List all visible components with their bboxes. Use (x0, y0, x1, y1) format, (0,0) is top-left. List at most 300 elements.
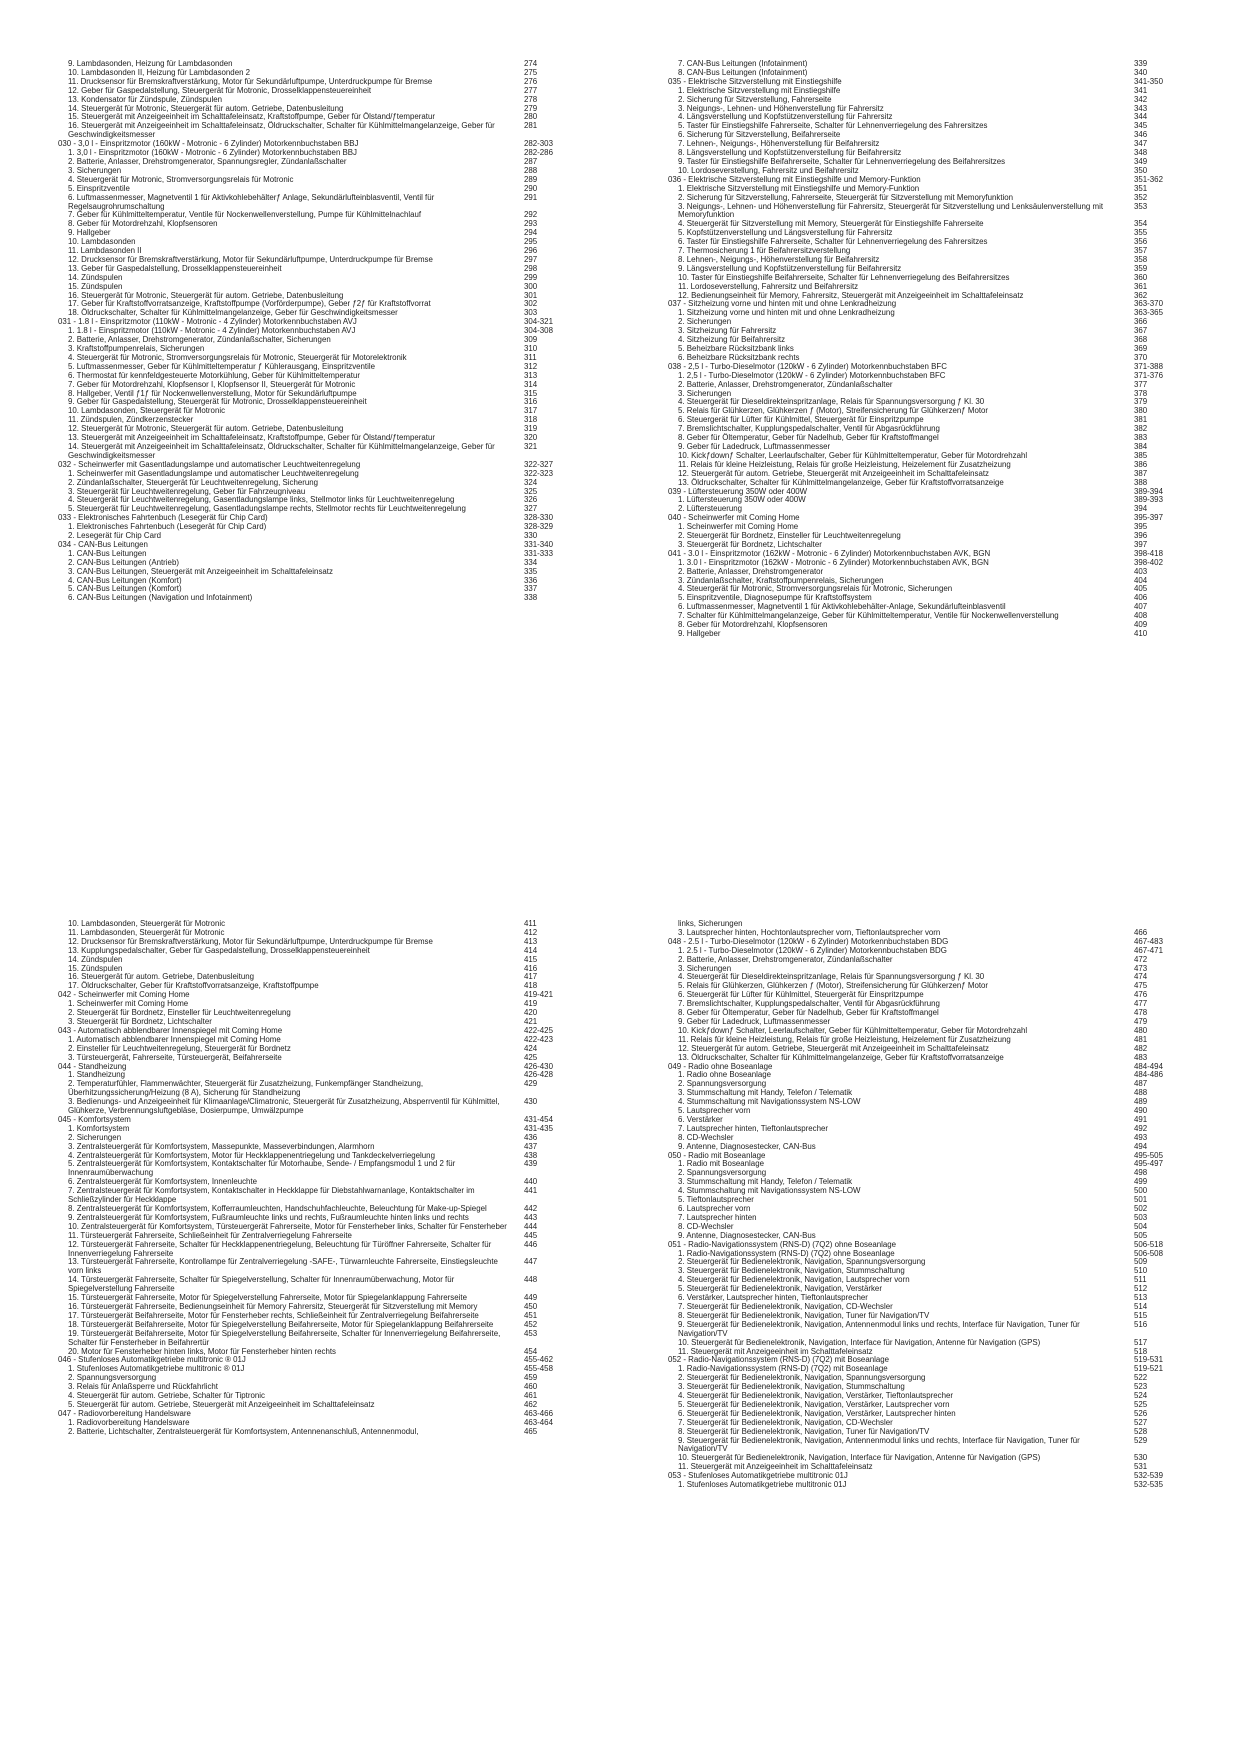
toc-entry (668, 496, 1194, 505)
toc-entry-title: 10. Zentralsteuergerät für Komfortsystem, Türsteuergerät Fahrerseite, Motor für Fensterheber links, Schalter für Fensterheber (68, 1221, 507, 1231)
toc-entry-title: 14. Zündspulen (68, 272, 123, 282)
toc-page-number: 369 (1134, 344, 1148, 353)
toc-page-number: 412 (524, 927, 538, 937)
toc-entry-title: 8. Zentralsteuergerät für Komfortsystem, Kofferraumleuchten, Handschuhfachleuchte, Beleuchtung für Make-up-Spiegel (68, 1204, 487, 1213)
toc-entry-title: 3. Steuergerät für Leuchtweitenregelung, Geber für Fahrzeugniveau (68, 486, 306, 496)
toc-page-number: 503 (1134, 1212, 1148, 1222)
toc-entry (58, 1098, 584, 1116)
toc-entry-title: 16. Türsteuergerät Fahrerseite, Bedienungseinheit für Memory Fahrersitz, Steuergerät für Sitzverstellung mit Memory (68, 1301, 478, 1311)
toc-entry-title: 8. Lehnen-, Neigungs-, Höhenverstellung für Beifahrersitz (678, 254, 880, 264)
toc-entry-title: 4. Steuergerät für Dieseldirekteinspritzanlage, Relais für Spannungsversorgung ƒ Kl. 30 (678, 397, 985, 407)
toc-entry (668, 1321, 1194, 1339)
toc-page-number: 484-494 (1134, 1061, 1163, 1071)
toc-page-number: 447 (524, 1257, 538, 1267)
toc-entry-title: 3. Türsteuergerät, Fahrerseite, Türsteuergerät, Beifahrerseite (68, 1052, 282, 1062)
toc-entry-title: 6. Steuergerät für Lüfter für Kühlmittel, Steuergerät für Einspritzpumpe (678, 415, 924, 425)
toc-page-number: 461 (524, 1391, 538, 1401)
toc-entry-title: 10. Lambdasonden (68, 237, 136, 247)
toc-page-number: 495-505 (1134, 1150, 1163, 1160)
toc-entry-title: 2. Sicherungen (678, 317, 732, 327)
toc-page-number: 290 (524, 183, 538, 193)
toc-entry-title: 1. Stufenloses Automatikgetriebe multitronic ® 01J (68, 1364, 245, 1374)
toc-page-number: 421 (524, 1016, 538, 1026)
toc-entry-title: 9. Geber für Gaspedalstellung, Steuergerät für Motronic, Drosselklappensteuereinheit (68, 397, 367, 407)
toc-page-number: 500 (1134, 1186, 1148, 1196)
toc-entry-title: 10. Kickƒdownƒ Schalter, Leerlaufschalter, Geber für Kühlmitteltemperatur, Geber für Motordrehzahl (678, 1025, 1028, 1035)
toc-page-number: 387 (1134, 468, 1148, 478)
toc-page-number: 395 (1134, 522, 1148, 532)
toc-page-number: 355 (1134, 228, 1148, 238)
toc-entry-title: 8. Geber für Motordrehzahl, Klopfsensoren (678, 620, 828, 630)
toc-entry-title: 3. Neigungs-, Lehnen- und Höhenverstellung für Fahrersitz, Steuergerät für Sitzverstellung und Lenksäulenverstellung mit Memoryfunktion (678, 201, 1104, 220)
toc-entry-title: 5. CAN-Bus Leitungen (Komfort) (68, 584, 182, 594)
toc-page-number: 334 (524, 557, 538, 567)
toc-page-number: 356 (1134, 237, 1148, 247)
toc-entry-title: 12. Steuergerät für autom. Getriebe, Steuergerät mit Anzeigeeinheit im Schalttafeleinsatz (678, 1043, 989, 1053)
toc-entry-title: 3. Stummschaltung mit Handy, Telefon / Telematik (678, 1177, 853, 1187)
toc-entry-title: 041 - 3.0 l - Einspritzmotor (162kW - Motronic - 6 Zylinder) Motorkennbuchstaben AVK, BGN (668, 548, 991, 558)
toc-page-number: 343 (1134, 103, 1148, 113)
toc-page-number: 415 (524, 954, 538, 964)
toc-entry (58, 1125, 584, 1134)
toc-page-number: 489 (1134, 1097, 1148, 1107)
toc-entry-title: 2. Steuergerät für Bedienelektronik, Navigation, Spannungsversorgung (678, 1257, 926, 1267)
toc-page-number: 279 (524, 103, 538, 113)
toc-entry-title: 9. Hallgeber (68, 228, 111, 238)
toc-entry-title: 9. Hallgeber (678, 629, 721, 638)
toc-page-number: 478 (1134, 1008, 1148, 1018)
toc-entry-title: 6. CAN-Bus Leitungen (Navigation und Infotainment) (68, 593, 253, 603)
toc-page-number: 296 (524, 246, 538, 256)
toc-entry-title: 2. Sicherungen (68, 1132, 122, 1142)
toc-page-number: 518 (1134, 1346, 1148, 1356)
toc-page-number: 455-458 (524, 1364, 553, 1374)
toc-page-number: 378 (1134, 388, 1148, 398)
toc-page-number: 419 (524, 999, 538, 1009)
toc-page-number: 403 (1134, 566, 1148, 576)
toc-entry-title: 11. Relais für kleine Heizleistung, Relais für große Heizleistung, Heizelement für Zusatzheizung (678, 459, 1011, 469)
toc-page-number: 339 (1134, 59, 1148, 68)
toc-entry-title: 14. Zündspulen (68, 954, 123, 964)
toc-page-number: 295 (524, 237, 538, 247)
toc-page-number: 514 (1134, 1301, 1148, 1311)
toc-entry (668, 1125, 1194, 1134)
toc-page-number: 429 (524, 1079, 538, 1089)
toc-entry-title: 12. Drucksensor für Bremskraftverstärkung, Motor für Sekundärluftpumpe, Unterdruckpumpe für Bremse (68, 936, 433, 946)
toc-entry-title: 15. Türsteuergerät Fahrerseite, Motor für Spiegelverstellung Fahrerseite, Motor für Spiegelanklappung Fahrerseite (68, 1293, 467, 1303)
toc-page-number: 452 (524, 1319, 538, 1329)
toc-entry (58, 274, 584, 283)
toc-page-number: 488 (1134, 1088, 1148, 1098)
toc-entry-title: 8. CD-Wechsler (678, 1132, 734, 1142)
toc-entry-title: 9. Taster für Einstiegshilfe Beifahrerseite, Schalter für Lehnenverriegelung des Beifahrersitzes (678, 156, 1006, 166)
toc-page-number: 362 (1134, 290, 1148, 300)
toc-entry-title: 11. Lambdasonden, Steuergerät für Motronic (68, 927, 225, 937)
toc-page-number: 487 (1134, 1079, 1148, 1089)
toc-page-number: 495-497 (1134, 1159, 1163, 1169)
toc-entry-title: 10. Lambdasonden II, Heizung für Lambdasonden 2 (68, 67, 251, 77)
toc-entry-title: 044 - Standheizung (58, 1061, 127, 1071)
toc-entry-title: 4. Längsverstellung und Kopfstützenverstellung für Fahrersitz (678, 112, 893, 122)
toc-entry-title: 2. CAN-Bus Leitungen (Antrieb) (68, 557, 179, 567)
toc-page-number: 439 (524, 1159, 538, 1169)
toc-entry-title: 7. Steuergerät für Bedienelektronik, Navigation, CD-Wechsler (678, 1417, 893, 1427)
toc-entry-title: 14. Türsteuergerät Fahrerseite, Schalter für Spiegelverstellung, Schalter für Innenraumüberwachung, Motor für Spiegelverstellung Fahrerseite (68, 1275, 455, 1294)
toc-page-number: 389-393 (1134, 495, 1163, 505)
toc-page-number: 499 (1134, 1177, 1148, 1187)
toc-page-number: 482 (1134, 1043, 1148, 1053)
toc-entry-title: 11. Zündspulen, Zündkerzenstecker (68, 415, 194, 425)
toc-page-number: 443 (524, 1212, 538, 1222)
toc-entry-title: 3. Kraftstoffpumpenrelais, Sicherungen (68, 344, 205, 353)
toc-page-number: 381 (1134, 415, 1148, 425)
toc-entry-title: 9. Zentralsteuergerät für Komfortsystem, Fußraumleuchte links und rechts, Fußraumleuchte hinten links und rechts (68, 1212, 469, 1222)
toc-page-number: 314 (524, 379, 538, 389)
toc-page-number: 346 (1134, 130, 1148, 140)
toc-page-number: 479 (1134, 1016, 1148, 1026)
toc-entry-title: 15. Zündspulen (68, 281, 123, 291)
toc-page-number: 325 (524, 486, 538, 496)
toc-page-number: 445 (524, 1230, 538, 1240)
toc-entry-title: 13. Steuergerät mit Anzeigeeinheit im Schalttafeleinsatz, Kraftstoffpumpe, Geber für Ölstand/ƒtemperatur (68, 433, 435, 443)
toc-entry-title: 5. Einspritzventile (68, 183, 130, 193)
toc-entry-title: 035 - Elektrische Sitzverstellung mit Einstiegshilfe (668, 76, 842, 86)
toc-page-number: 441 (524, 1186, 538, 1196)
toc-page-number: 377 (1134, 379, 1148, 389)
toc-entry-title: 10. Taster für Einstiegshilfe Beifahrerseite, Schalter für Lehnenverriegelung des Beifahrersitzes (678, 272, 1010, 282)
toc-page-number: 351-362 (1134, 174, 1163, 184)
toc-entry-title: 5. Steuergerät für Bedienelektronik, Navigation, Verstärker (678, 1284, 882, 1294)
toc-page-number: 293 (524, 219, 538, 229)
toc-entry (58, 1160, 584, 1178)
toc-entry-title: 2. Batterie, Anlasser, Drehstromgenerator, Zündanlaßschalter, Sicherungen (68, 335, 331, 345)
toc-page-number: 384 (1134, 441, 1148, 451)
toc-entry-title: 6. Thermostat für kennfeldgesteuerte Motorkühlung, Geber für Kühlmitteltemperatur (68, 370, 360, 380)
toc-page-number: 405 (1134, 584, 1148, 594)
toc-entry (668, 203, 1194, 221)
toc-entry-title: 5. Luftmassenmesser, Geber für Kühlmitteltemperatur ƒ Kühlerausgang, Einspritzventile (68, 361, 376, 371)
toc-entry (58, 1054, 584, 1063)
toc-entry-title: 13. Türsteuergerät Fahrerseite, Kontrollampe für Zentralverriegelung -SAFE-, Türwarnleuchte Fahrerseite, Einstiegsleuchte vorn links (68, 1257, 498, 1276)
toc-entry-title: 10. Steuergerät für Bedienelektronik, Navigation, Interface für Navigation, Antenne für Navigation (GPS) (678, 1453, 1041, 1463)
toc-page-number: 398-402 (1134, 557, 1163, 567)
toc-page-number: 363-365 (1134, 308, 1163, 318)
toc-entry-title: 4. CAN-Bus Leitungen (Komfort) (68, 575, 182, 585)
toc-page-number: 324 (524, 477, 538, 487)
toc-page-number: 326 (524, 495, 538, 505)
toc-page-number: 303 (524, 308, 538, 318)
toc-page-number: 358 (1134, 254, 1148, 264)
toc-entry-title: 11. Lambdasonden II (68, 246, 142, 256)
toc-page-number: 532-539 (1134, 1471, 1163, 1481)
toc-page-number: 422-423 (524, 1034, 553, 1044)
toc-page-number: 506-518 (1134, 1239, 1163, 1249)
toc-page-number: 395-397 (1134, 513, 1163, 523)
toc-entry-title: 12. Geber für Gaspedalstellung, Steuergerät für Motronic, Drosselklappensteuereinheit (68, 85, 372, 95)
toc-entry-title: 20. Motor für Fensterheber hinten links, Motor für Fensterheber hinten rechts (68, 1346, 336, 1356)
toc-page-number: 530 (1134, 1453, 1148, 1463)
toc-page-number: 451 (524, 1310, 538, 1320)
toc-entry-title: 10. Kickƒdownƒ Schalter, Leerlaufschalter, Geber für Kühlmitteltemperatur, Geber für Motordrehzahl (678, 450, 1028, 460)
toc-entry-title: 050 - Radio mit Boseanlage (668, 1150, 766, 1160)
toc-entry-title: 4. Steuergerät für Motronic, Stromversorgungsrelais für Motronic, Sicherungen (678, 584, 953, 594)
toc-entry-title: 2. Temperaturfühler, Flammenwächter, Steuergerät für Zusatzheizung, Funkempfänger Standheizung, Überhitzungssicherung/Heizung (8 A), Sicherung für Standheizung (68, 1079, 424, 1098)
toc-page-number: 335 (524, 566, 538, 576)
toc-page-number: 480 (1134, 1025, 1148, 1035)
toc-entry-title: 7. Bremslichtschalter, Kupplungspedalschalter, Ventil für Abgasrückführung (678, 999, 940, 1009)
toc-page-number: 463-466 (524, 1408, 553, 1418)
toc-page-number: 322-327 (524, 459, 553, 469)
toc-page-number: 419-421 (524, 990, 553, 1000)
toc-entry-title: 1. Elektronisches Fahrtenbuch (Lesegerät für Chip Card) (68, 522, 267, 532)
toc-entry-title: 2. Zündanlaßschalter, Steuergerät für Leuchtweitenregelung, Sicherung (68, 477, 319, 487)
toc-entry-title: 5. Taster für Einstiegshilfe Fahrerseite, Schalter für Lehnenverriegelung des Fahrersitzes (678, 121, 988, 131)
toc-page-number: 300 (524, 281, 538, 291)
toc-entry-title: 7. CAN-Bus Leitungen (Infotainment) (678, 59, 808, 68)
toc-entry-title: 8. Steuergerät für Bedienelektronik, Navigation, Tuner für Navigation/TV (678, 1426, 930, 1436)
toc-entry-title: 7. Lehnen-, Neigungs-, Höhenverstellung für Beifahrersitz (678, 139, 880, 149)
toc-entry-title: 6. Luftmassenmesser, Magnetventil 1 für Aktivkohlebehälter-Anlage, Sekundärlufteinblasventil (678, 602, 1006, 612)
toc-page-number: 484-486 (1134, 1070, 1163, 1080)
toc-entry-title: 1. Radio-Navigationssystem (RNS-D) (7Q2) mit Boseanlage (678, 1364, 888, 1374)
toc-page-number: 516 (1134, 1319, 1148, 1329)
toc-page-number: 467-483 (1134, 936, 1163, 946)
toc-entry-title: 051 - Radio-Navigationssystem (RNS-D) (7Q2) ohne Boseanlage (668, 1239, 897, 1249)
toc-page-number: 363-370 (1134, 299, 1163, 309)
toc-page-number: 330 (524, 531, 538, 541)
toc-page-number: 359 (1134, 263, 1148, 273)
toc-page-number: 481 (1134, 1034, 1148, 1044)
toc-page-number: 446 (524, 1239, 538, 1249)
toc-page-number: 385 (1134, 450, 1148, 460)
toc-page-number: 331-333 (524, 548, 553, 558)
toc-entry-title: 2. Steuergerät für Bordnetz, Einsteller für Leuchtweitenregelung (68, 1008, 291, 1018)
toc-page-number: 413 (524, 936, 538, 946)
toc-page-number: 315 (524, 388, 538, 398)
toc-page-number: 444 (524, 1221, 538, 1231)
toc-entry-title: 5. Einspritzventile, Diagnosepumpe für Kraftstoffsystem (678, 593, 872, 603)
toc-entry-title: 3. Stummschaltung mit Handy, Telefon / Telematik (678, 1088, 853, 1098)
toc-entry-title: 2. Steuergerät für Bedienelektronik, Navigation, Spannungsversorgung (678, 1373, 926, 1383)
toc-page-number: 493 (1134, 1132, 1148, 1142)
toc-entry-title: 15. Zündspulen (68, 963, 123, 973)
toc-page-number: 389-394 (1134, 486, 1163, 496)
toc-entry-title: 040 - Scheinwerfer mit Coming Home (668, 513, 800, 523)
toc-entry-title: 8. CD-Wechsler (678, 1221, 734, 1231)
toc-entry-title: 033 - Elektronisches Fahrtenbuch (Lesegerät für Chip Card) (58, 513, 268, 523)
toc-page-number: 350 (1134, 165, 1148, 175)
toc-section-heading (58, 1116, 584, 1125)
toc-page-number: 440 (524, 1177, 538, 1187)
toc-entry (668, 1437, 1194, 1455)
toc-entry-title: 030 - 3,0 l - Einspritzmotor (160kW - Motronic - 6 Zylinder) Motorkennbuchstaben BBJ (58, 139, 359, 149)
toc-entry-title: 3. Sicherungen (678, 963, 732, 973)
toc-entry-title: 11. Lordoseverstellung, Fahrersitz und Beifahrersitz (678, 281, 859, 291)
toc-entry-title: 036 - Elektrische Sitzverstellung mit Einstiegshilfe und Memory-Funktion (668, 174, 921, 184)
toc-entry (668, 1214, 1194, 1223)
toc-page-number: 281 (524, 121, 538, 131)
toc-page-number: 426-430 (524, 1061, 553, 1071)
toc-entry-title: 3. Lautsprecher hinten, Hochtonlautsprecher vorn, Tieftonlautsprecher vorn (678, 927, 941, 937)
toc-page-number: 309 (524, 335, 538, 345)
toc-page-number: 406 (1134, 593, 1148, 603)
toc-entry-title: 7. Schalter für Kühlmittelmangelanzeige, Geber für Kühlmitteltemperatur, Ventile für Nockenwellenverstellung (678, 611, 1059, 621)
toc-page-number: 304-321 (524, 317, 553, 327)
toc-page-number: 280 (524, 112, 538, 122)
toc-page-number: 321 (524, 441, 538, 451)
toc-block2-right-column (668, 920, 1194, 1490)
toc-page-number: 361 (1134, 281, 1148, 291)
toc-entry-title: 14. Steuergerät für Motronic, Steuergerät für autom. Getriebe, Datenbusleitung (68, 103, 344, 113)
toc-page-number: 494 (1134, 1141, 1148, 1151)
toc-entry-title: 2. Batterie, Anlasser, Drehstromgenerator, Zündanlaßschalter (678, 379, 893, 389)
toc-page-number: 463-464 (524, 1417, 553, 1427)
toc-page-number: 327 (524, 504, 538, 514)
toc-page-number: 417 (524, 972, 538, 982)
toc-page-number: 380 (1134, 406, 1148, 416)
toc-entry-title: 2. Spannungsversorgung (68, 1373, 157, 1383)
toc-entry-title: 1. Komfortsystem (68, 1123, 130, 1133)
toc-entry-title: 16. Steuergerät für autom. Getriebe, Datenbusleitung (68, 972, 254, 982)
toc-entry-title: 7. Zentralsteuergerät für Komfortsystem, Kontaktschalter in Heckklappe für Diebstahlwarnanlage, Kontaktschalter im Schließzylinder für Heckklappe (68, 1186, 475, 1205)
toc-entry (58, 1330, 584, 1348)
toc-page-number: 510 (1134, 1266, 1148, 1276)
toc-entry-title: 038 - 2,5 l - Turbo-Dieselmotor (120kW - 6 Zylinder) Motorkennbuchstaben BFC (668, 361, 947, 371)
toc-page-number: 316 (524, 397, 538, 407)
toc-entry (58, 158, 584, 167)
toc-page-number: 515 (1134, 1310, 1148, 1320)
toc-entry-title: 049 - Radio ohne Boseanlage (668, 1061, 773, 1071)
toc-page-number: 337 (524, 584, 538, 594)
toc-entry-title: 2. Spannungsversorgung (678, 1168, 767, 1178)
toc-entry-title: 17. Türsteuergerät Beifahrerseite, Motor für Fensterheber rechts, Schließeinheit für Zentralverriegelung Beifahrerseite (68, 1310, 479, 1320)
toc-entry-title: 8. CAN-Bus Leitungen (Infotainment) (678, 67, 808, 77)
toc-page-number: 505 (1134, 1230, 1148, 1240)
toc-entry-title: 052 - Radio-Navigationssystem (RNS-D) (7Q2) mit Boseanlage (668, 1355, 890, 1365)
toc-page-number: 532-535 (1134, 1480, 1163, 1490)
toc-entry-title: 9. Antenne, Diagnosestecker, CAN-Bus (678, 1141, 816, 1151)
toc-entry-title: 4. Steuergerät für Sitzverstellung mit Memory, Steuergerät für Einstiegshilfe Fahrerseite (678, 219, 984, 229)
toc-page-number: 398-418 (1134, 548, 1163, 558)
toc-page-number: 524 (1134, 1391, 1148, 1401)
toc-page-number: 467-471 (1134, 945, 1163, 955)
toc-entry (58, 956, 584, 965)
toc-entry-title: 9. Geber für Ladedruck, Luftmassenmesser (678, 1016, 831, 1026)
toc-page-number: 357 (1134, 246, 1148, 256)
toc-page-number: 410 (1134, 629, 1148, 638)
toc-entry-title: 10. Lordoseverstellung, Fahrersitz und Beifahrersitz (678, 165, 859, 175)
toc-entry-title: 7. Thermosicherung 1 für Beifahrersitzverstellung (678, 246, 851, 256)
toc-entry (668, 630, 1194, 639)
toc-page-number: 531 (1134, 1462, 1148, 1472)
toc-page-number: 476 (1134, 990, 1148, 1000)
toc-page-number: 459 (524, 1373, 538, 1383)
toc-entry-title: 5. Relais für Glühkerzen, Glühkerzen ƒ (Motor), Streifensicherung für Glühkerzenƒ Motor (678, 981, 989, 991)
toc-page-number: 370 (1134, 352, 1148, 362)
toc-entry-title: 4. Steuergerät für autom. Getriebe, Schalter für Tiptronic (68, 1391, 265, 1401)
toc-entry-title: 7. Bremslichtschalter, Kupplungspedalschalter, Ventil für Abgasrückführung (678, 424, 940, 434)
toc-entry-title: 4. Steuergerät für Bedienelektronik, Navigation, Lautsprecher vorn (678, 1275, 910, 1285)
toc-entry (58, 122, 584, 140)
toc-entry-title: 1. Lüftersteuerung 350W oder 400W (678, 495, 806, 505)
toc-page-number: 351 (1134, 183, 1148, 193)
toc-entry-title: 12. Bedienungseinheit für Memory, Fahrersitz, Steuergerät mit Anzeigeeinheit im Schalttafeleinsatz (678, 290, 1024, 300)
toc-page-number: 509 (1134, 1257, 1148, 1267)
toc-entry (668, 956, 1194, 965)
toc-page-number: 338 (524, 593, 538, 603)
toc-entry-title: 10. Lambdasonden, Steuergerät für Motronic (68, 406, 226, 416)
toc-entry-title: 8. Längsverstellung und Kopfstützenverstellung für Beifahrersitz (678, 148, 902, 158)
toc-entry-title: 3. Zentralsteuergerät für Komfortsystem, Massepunkte, Masseverbindungen, Alarmhorn (68, 1141, 375, 1151)
toc-page-number: 396 (1134, 531, 1148, 541)
toc-page-number: 344 (1134, 112, 1148, 122)
toc-entry (58, 1258, 584, 1276)
toc-entry-title: 8. Geber für Öltemperatur, Geber für Nadelhub, Geber für Kraftstoffmangel (678, 1008, 939, 1018)
toc-page-number: 298 (524, 263, 538, 273)
toc-page-number: 477 (1134, 999, 1148, 1009)
toc-entry-title: 1. Sitzheizung vorne und hinten mit und ohne Lenkradheizung (678, 308, 895, 318)
toc-page-number: 527 (1134, 1417, 1148, 1427)
toc-page-number: 342 (1134, 94, 1148, 104)
toc-page-number: 341-350 (1134, 76, 1163, 86)
toc-page-number: 331-340 (524, 539, 553, 549)
toc-block1-left-column (58, 60, 584, 603)
toc-entry-title: 10. Steuergerät für Bedienelektronik, Navigation, Interface für Navigation, Antenne für Navigation (GPS) (678, 1337, 1041, 1347)
toc-entry-title: 5. Steuergerät für Bedienelektronik, Navigation, Verstärker, Lautsprecher vorn (678, 1399, 950, 1409)
toc-page-number: 426-428 (524, 1070, 553, 1080)
toc-entry-title: 7. Geber für Kühlmitteltemperatur, Ventile für Nockenwellenverstellung, Pumpe für Kühlmittelnachlauf (68, 210, 422, 220)
toc-page-number: 371-388 (1134, 361, 1163, 371)
toc-entry-title: 17. Geber für Kraftstoffvorratsanzeige, Kraftstoffpumpe (Vorförderpumpe), Geber ƒ2ƒ für Kraftstoffvorrat (68, 299, 431, 309)
toc-page-number: 397 (1134, 539, 1148, 549)
toc-page-number: 278 (524, 94, 538, 104)
toc-entry (58, 194, 584, 212)
toc-entry-title: 5. Beheizbare Rücksitzbank links (678, 344, 794, 353)
toc-entry-title: 11. Drucksensor für Bremskraftverstärkung, Motor für Sekundärluftpumpe, Unterdruckpumpe für Bremse (68, 76, 433, 86)
toc-page-number: 345 (1134, 121, 1148, 131)
toc-page-number: 491 (1134, 1114, 1148, 1124)
toc-page-number: 371-376 (1134, 370, 1163, 380)
toc-page-number: 282-303 (524, 139, 553, 149)
toc-entry-title: 6. Verstärker (678, 1114, 723, 1124)
toc-entry-title: 7. Lautsprecher hinten, Tieftonlautsprecher (678, 1123, 829, 1133)
toc-page-number: 501 (1134, 1195, 1148, 1205)
toc-entry-title: 6. Luftmassenmesser, Magnetventil 1 für Aktivkohlebehälterƒ Anlage, Sekundärlufteinblasventil, Ventil für Regelsaugrohrumschaltung (68, 192, 435, 211)
toc-entry-title: 9. Steuergerät für Bedienelektronik, Navigation, Antennenmodul links und rechts, Interface für Navigation, Tuner für Navigation/TV (678, 1319, 1080, 1338)
toc-entry-title: 1. Automatisch abblendbarer Innenspiegel mit Coming Home (68, 1034, 281, 1044)
toc-entry-title: 18. Türsteuergerät Beifahrerseite, Motor für Spiegelverstellung Beifahrerseite, Motor für Spiegelanklappung Beifahrerseite (68, 1319, 494, 1329)
toc-entry (58, 176, 584, 185)
toc-entry-title: 3. Steuergerät für Bedienelektronik, Navigation, Stummschaltung (678, 1382, 905, 1392)
toc-entry-title: 5. Tieftonlautsprecher (678, 1195, 754, 1205)
toc-entry-title: 4. Steuergerät für Bedienelektronik, Navigation, Verstärker, Tieftonlautsprecher (678, 1391, 954, 1401)
toc-entry-title: 1. Standheizung (68, 1070, 126, 1080)
toc-page-number: 382 (1134, 424, 1148, 434)
toc-entry-title: 9. Antenne, Diagnosestecker, CAN-Bus (678, 1230, 816, 1240)
toc-entry (668, 381, 1194, 390)
toc-page-number: 522 (1134, 1373, 1148, 1383)
toc-entry-title: 19. Türsteuergerät Beifahrerseite, Motor für Spiegelverstellung Beifahrerseite, Schalter für Innenverriegelung Beifahrerseite, Schalter für Fensterheber in Beifahrertür (68, 1328, 501, 1347)
toc-entry-title: 4. Steuergerät für Leuchtweitenregelung, Gasentladungslampe links, Stellmotor links für Leuchtweitenregelung (68, 495, 455, 505)
toc-entry-title: 1. 3.0 l - Einspritzmotor (162kW - Motronic - 6 Zylinder) Motorkennbuchstaben AVK, BGN (678, 557, 989, 567)
toc-entry-title: 3. Neigungs-, Lehnen- und Höhenverstellung für Fahrersitz (678, 103, 884, 113)
toc-page-number: 348 (1134, 148, 1148, 158)
toc-entry-title: 4. Stummschaltung mit Navigationssystem NS-LOW (678, 1186, 861, 1196)
toc-page-number: 275 (524, 67, 538, 77)
toc-entry-title: 17. Öldruckschalter, Geber für Kraftstoffvorratsanzeige, Kraftstoffpumpe (68, 981, 319, 991)
toc-entry (58, 220, 584, 229)
toc-page-number: 462 (524, 1399, 538, 1409)
